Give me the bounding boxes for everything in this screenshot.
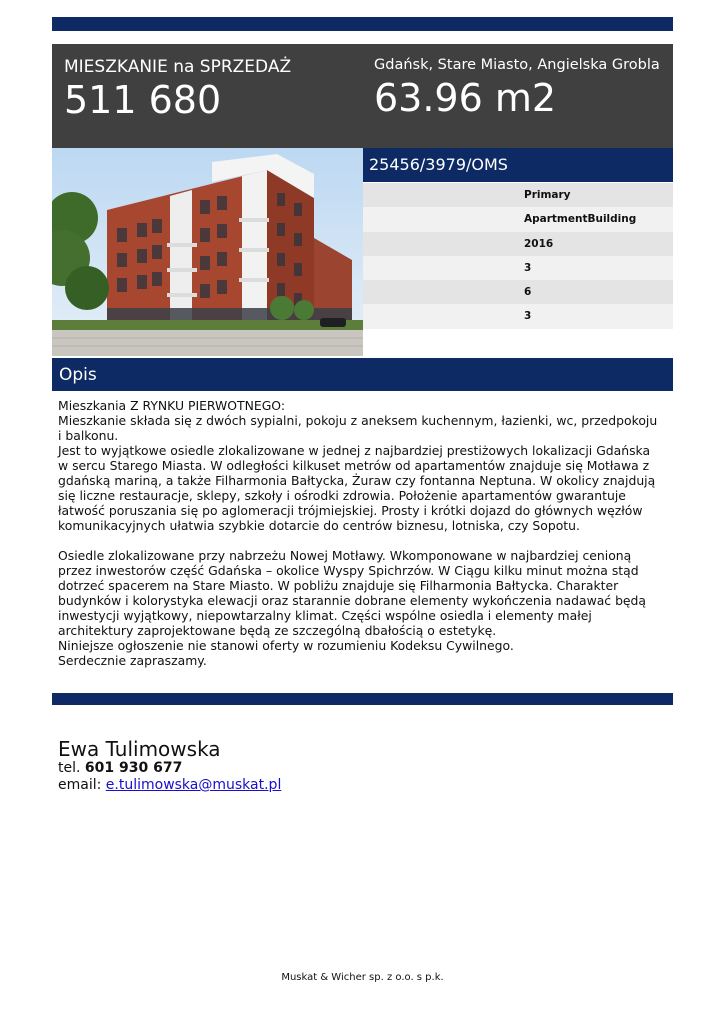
reference-number-box [363,148,673,182]
details-table [363,183,673,329]
detail-row [363,280,673,304]
agent-phone-line [58,760,558,777]
agent-contact [58,738,558,794]
header-right [374,56,664,118]
listing-header [52,44,673,148]
description-paragraph: Mieszkania Z RYNKU PIERWOTNEGO: [58,398,286,413]
description-body [58,398,664,668]
detail-rooms: 3 [524,261,532,274]
phone-label: tel. [58,760,81,776]
description-paragraph: Niniejsze ogłoszenie nie stanowi oferty w rozumieniu Kodeksu Cywilnego. [58,638,514,653]
header-left [64,56,364,120]
agent-email-line [58,777,558,794]
description-paragraph: Serdecznie zapraszamy. [58,653,207,668]
paragraph-spacer [58,533,664,548]
listing-area: 63.96 m2 [374,76,557,120]
detail-row [363,304,673,328]
detail-row [363,207,673,231]
detail-row [363,232,673,256]
description-paragraph: Mieszkanie składa się z dwóch sypialni, pokoju z aneksem kuchennym, łazienki, wc, przedpokoju i balkonu. [58,413,658,443]
reference-number: 25456/3979/OMS [369,155,508,174]
detail-floors: 6 [524,286,532,299]
agent-name: Ewa Tulimowska [58,737,221,761]
detail-floor: 3 [524,310,532,323]
description-paragraph: Jest to wyjątkowe osiedle zlokalizowane w jednej z najbardziej prestiżowych lokalizacji Gdańska w sercu Starego Miasta. W odległości kilkuset metrów od apartamentów znajduje się Motława z gdańską mariną, a także Filharmonia Bałtycka, Żuraw czy fontanna Neptuna. W okolicy znajdują się liczne restauracje, sklepy, szkoły i ośrodki zdrowia. Położenie apartamentów gwarantuje łatwość poruszania się po aglomeracji trójmiejskiej. Prosty i krótki dojazd do głównych węzłów komunikacyjnych ułatwia szybkie dotarcie do centrów biznesu, lotniska, czy Sopotu. [58,443,656,533]
description-title: Opis [59,365,97,385]
listing-type: MIESZKANIE na SPRZEDAŻ [64,57,292,77]
agent-email-link[interactable]: e.tulimowska@muskat.pl [105,777,282,793]
agent-phone: 601 930 677 [84,760,183,776]
detail-row [363,183,673,207]
top-accent-bar [52,17,673,31]
description-header [52,358,673,391]
detail-market: Primary [524,189,571,201]
description-paragraph: Osiedle zlokalizowane przy nabrzeżu Nowej Motławy. Wkomponowane w najbardziej cenioną przez inwestorów część Gdańska – okolice Wyspy Spichrzów. W Ciągu kilku minut można stąd dotrzeć spacerem na Stare Miasto. W pobliżu znajduje się Filharmonia Bałtycka. Charakter budynków i kolorystyka elewacji oraz starannie dobrane elementy wykończenia nadawać będą inwestycji wyjątkowy, niepowtarzalny klimat. Części wspólne osiedla i elementy małej architektury zaprojektowane będą ze szczególną dbałością o estetykę. [58,548,647,638]
section-divider-bar [52,693,673,705]
listing-location: Gdańsk, Stare Miasto, Angielska Grobla [374,57,660,73]
listing-price: 511 680 [64,78,222,122]
footer-company: Muskat & Wicher sp. z o.o. s p.k. [281,972,444,983]
detail-row [363,256,673,280]
detail-year: 2016 [524,237,554,250]
detail-building-type: ApartmentBuilding [524,213,637,226]
email-label: email: [58,777,102,793]
property-photo [52,148,363,356]
